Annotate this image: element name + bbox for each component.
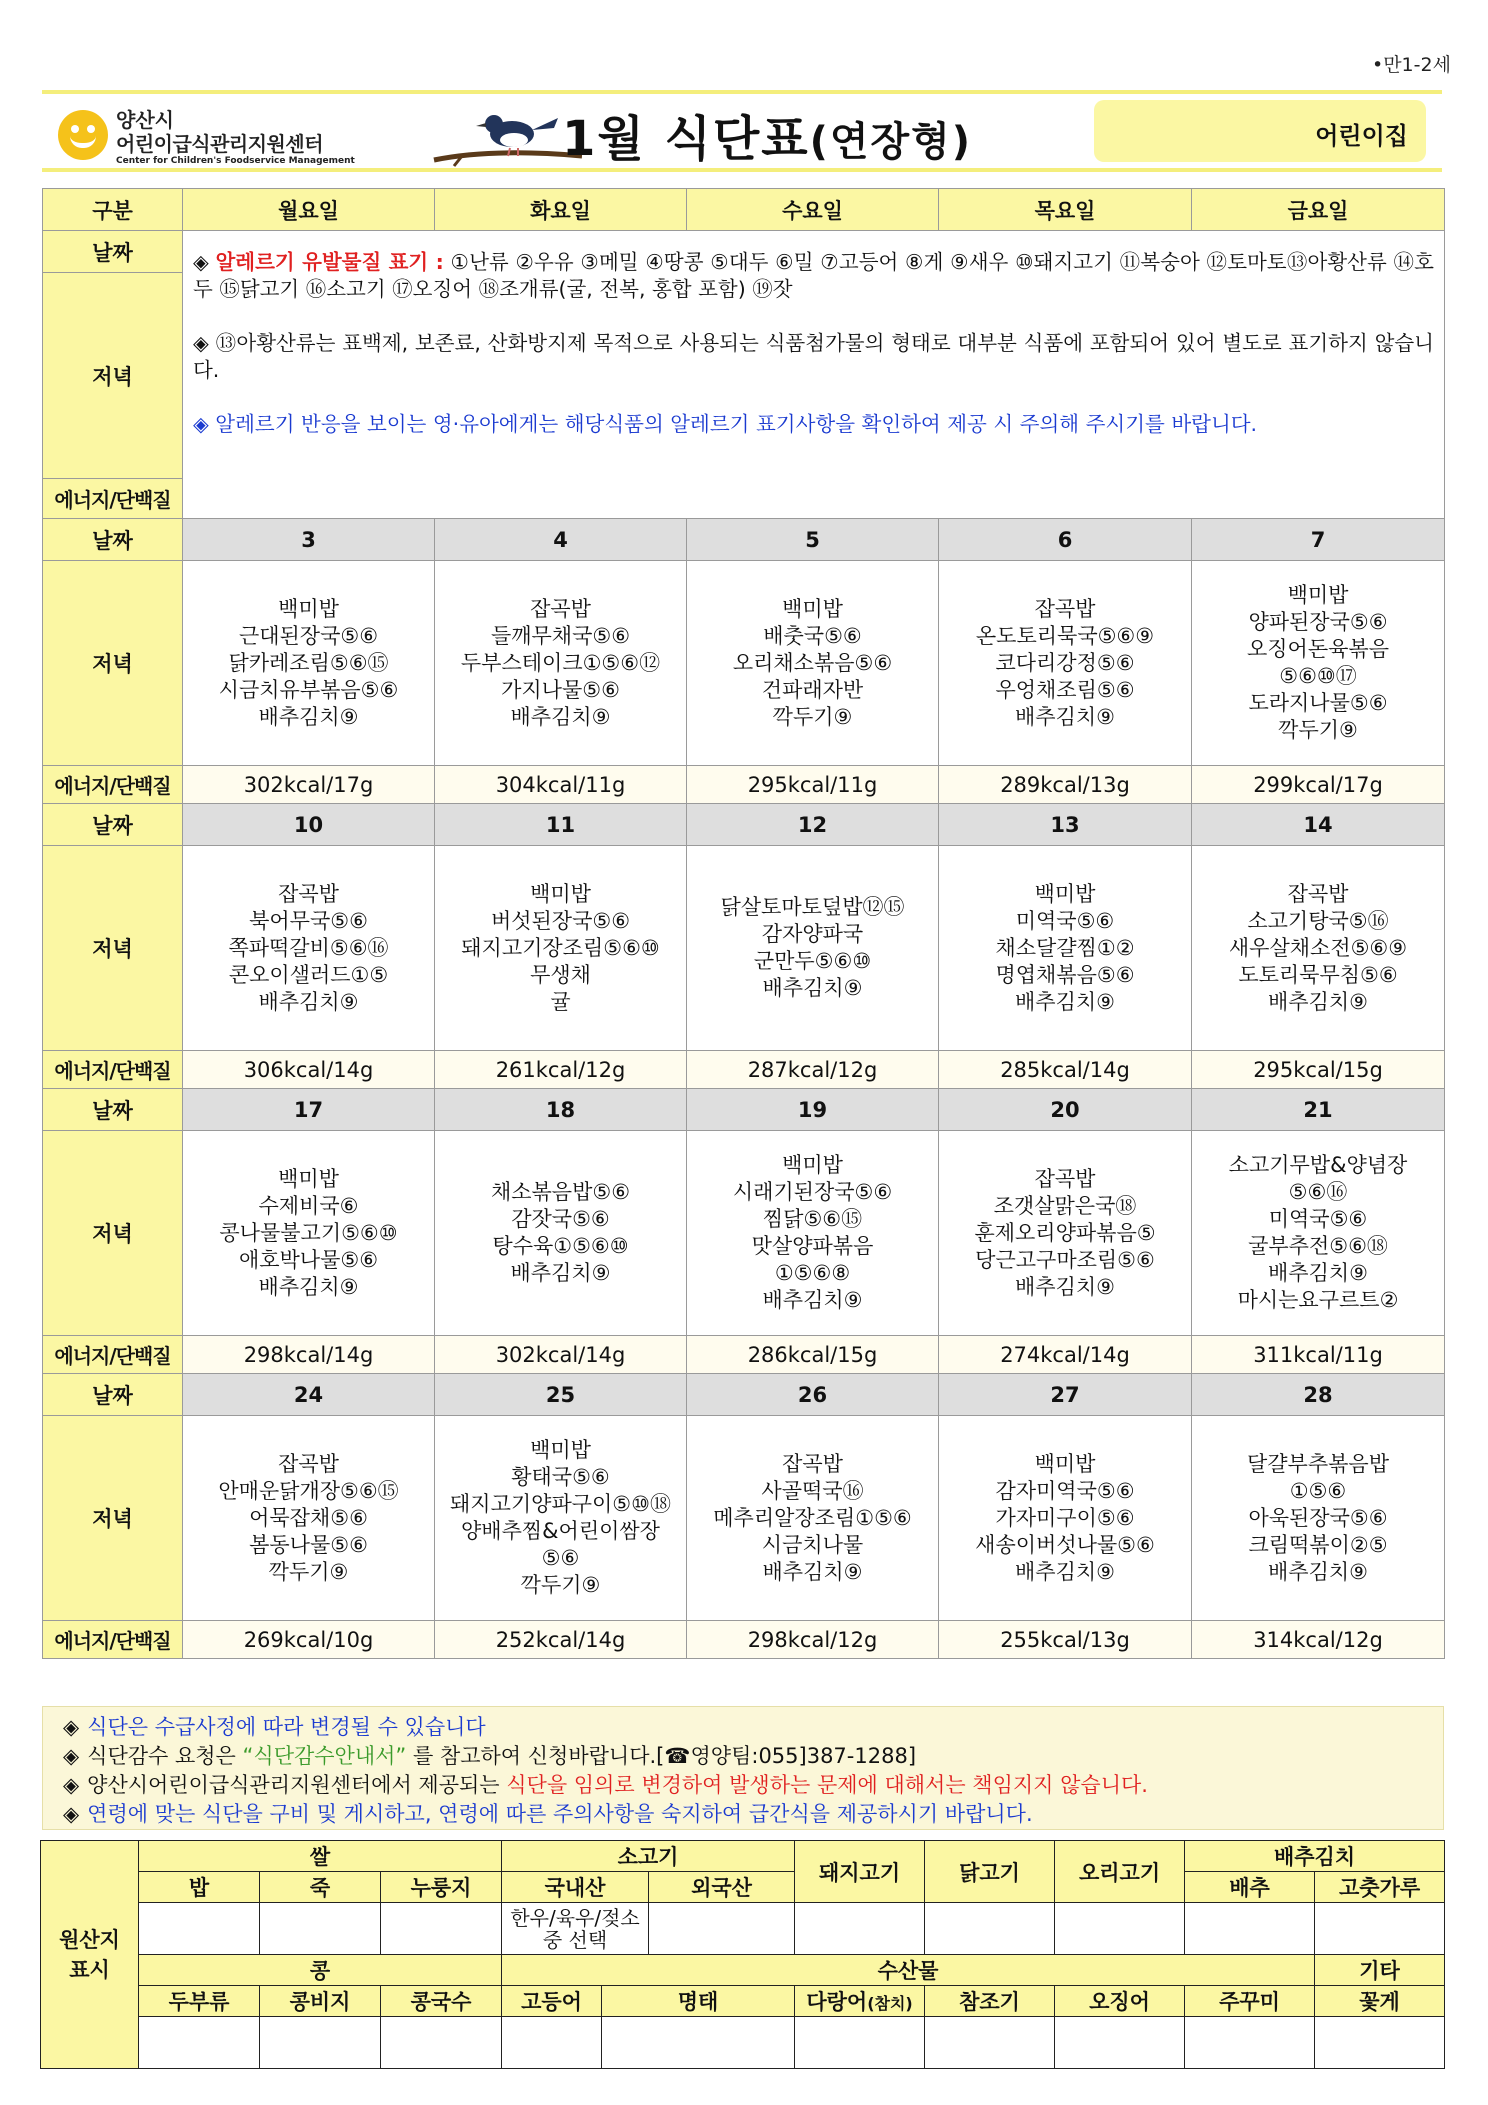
menu-item: ⑤⑥	[541, 1546, 580, 1570]
menu-item: 배추김치⑨	[1268, 1261, 1368, 1285]
date-label: 날짜	[43, 519, 183, 561]
origin-seafood-item: 참조기	[925, 1986, 1055, 2017]
caution-paragraph	[193, 411, 1434, 438]
origin-bean: 콩	[139, 1955, 502, 1986]
origin-entry-cell[interactable]	[260, 2017, 381, 2069]
menu-cell	[1192, 1416, 1445, 1621]
origin-etc: 기타	[1315, 1955, 1445, 1986]
menu-item: 들깨무채국⑤⑥	[490, 623, 631, 648]
energy-row	[43, 766, 1445, 804]
date-row	[43, 519, 1445, 561]
weekday-header-row	[43, 189, 1445, 231]
energy-cell: 304kcal/11g	[435, 766, 687, 804]
menu-item: 당근고구마조림⑤⑥	[975, 1247, 1155, 1272]
origin-entry-cell[interactable]	[925, 2017, 1055, 2069]
menu-item: 배추김치⑨	[510, 704, 611, 729]
menu-item: 깍두기⑨	[1278, 718, 1358, 742]
date-cell: 13	[939, 804, 1192, 846]
origin-entry-cell[interactable]	[381, 1903, 502, 1955]
menu-item: 무생채	[530, 962, 591, 987]
date-label: 날짜	[43, 804, 183, 846]
menu-item: 백미밥	[278, 596, 339, 621]
menu-cell	[1192, 1131, 1445, 1336]
menu-cell	[183, 561, 435, 766]
origin-duck: 오리고기	[1055, 1841, 1185, 1903]
diamond-icon: ◈	[193, 250, 216, 274]
menu-cell	[939, 1416, 1192, 1621]
menu-item: 우엉채조림⑤⑥	[995, 677, 1135, 702]
date-cell: 7	[1192, 519, 1445, 561]
energy-cell: 269kcal/10g	[183, 1621, 435, 1659]
energy-cell: 311kcal/11g	[1192, 1336, 1445, 1374]
note-line	[63, 1742, 1423, 1771]
energy-cell: 261kcal/12g	[435, 1051, 687, 1089]
menu-item: 깍두기⑨	[520, 1573, 601, 1597]
menu-item: 배추김치⑨	[762, 1288, 863, 1312]
energy-cell: 274kcal/14g	[939, 1336, 1192, 1374]
menu-item: 봄동나물⑤⑥	[249, 1532, 368, 1557]
origin-seafood-item: 명태	[602, 1986, 795, 2017]
origin-entry-cell[interactable]	[139, 1903, 260, 1955]
menu-cell	[183, 1416, 435, 1621]
note-review-a: 식단감수 요청은	[87, 1744, 236, 1768]
menu-item: 미역국⑤⑥	[1015, 908, 1115, 933]
date-label: 날짜	[43, 231, 183, 273]
meal-label: 저녁	[43, 561, 183, 766]
menu-cell	[1192, 561, 1445, 766]
meal-row	[43, 1131, 1445, 1336]
menu-item: 잡곡밥	[278, 1451, 339, 1476]
menu-item: 감자미역국⑤⑥	[995, 1478, 1135, 1503]
facility-label: 어린이집	[1315, 122, 1408, 150]
date-cell: 6	[939, 519, 1192, 561]
allergy-title: 알레르기 유발물질 표기 :	[215, 250, 444, 274]
menu-item: 오징어돈육볶음	[1246, 637, 1389, 661]
energy-label: 에너지/단백질	[43, 766, 183, 804]
diamond-icon: ◈	[63, 1715, 80, 1739]
origin-seafood: 수산물	[502, 1955, 1315, 1986]
menu-item: 새송이버섯나물⑤⑥	[975, 1532, 1155, 1557]
origin-bean-item: 콩비지	[260, 1986, 381, 2017]
menu-item: 배추김치⑨	[258, 989, 359, 1014]
origin-beef-item: 외국산	[649, 1872, 795, 1903]
energy-cell: 255kcal/13g	[939, 1621, 1192, 1659]
energy-row	[43, 1051, 1445, 1089]
menu-cell	[183, 846, 435, 1051]
date-cell: 17	[183, 1089, 435, 1131]
menu-item: 배추김치⑨	[258, 704, 359, 729]
menu-item: 군만두⑤⑥⑩	[753, 949, 872, 973]
energy-cell: 298kcal/12g	[687, 1621, 939, 1659]
origin-entry-cell[interactable]	[649, 1903, 795, 1955]
menu-item: 귤	[550, 989, 571, 1014]
menu-item: ①⑤⑥⑧	[774, 1261, 851, 1285]
menu-item: 명엽채볶음⑤⑥	[995, 962, 1135, 987]
energy-cell: 302kcal/14g	[435, 1336, 687, 1374]
origin-seafood-item: 오징어	[1055, 1986, 1185, 2017]
origin-chicken: 닭고기	[925, 1841, 1055, 1903]
menu-item: 가지나물⑤⑥	[501, 677, 620, 702]
date-cell: 24	[183, 1374, 435, 1416]
energy-row	[43, 1336, 1445, 1374]
menu-item: 잡곡밥	[1034, 596, 1096, 621]
meal-label: 저녁	[43, 1131, 183, 1336]
menu-item: 배추김치⑨	[1015, 704, 1115, 729]
origin-entry-cell[interactable]	[1055, 2017, 1185, 2069]
menu-table	[42, 188, 1445, 1659]
menu-item: 애호박나물⑤⑥	[238, 1247, 379, 1272]
menu-item: 콘오이샐러드①⑤	[228, 962, 389, 987]
menu-item: 채소달걀찜①②	[995, 935, 1135, 960]
diamond-icon: ◈	[63, 1744, 80, 1768]
origin-entry-cell[interactable]	[139, 2017, 260, 2069]
origin-entry-cell[interactable]	[795, 1903, 925, 1955]
weekday-header: 수요일	[687, 189, 939, 231]
menu-cell	[939, 846, 1192, 1051]
menu-item: 감자양파국	[761, 922, 864, 946]
note-line	[63, 1771, 1423, 1800]
date-cell: 3	[183, 519, 435, 561]
menu-cell	[687, 1131, 939, 1336]
bird-on-branch-icon	[432, 98, 582, 168]
menu-item: 새우살채소전⑤⑥⑨	[1228, 935, 1408, 960]
menu-item: 채소볶음밥⑤⑥	[490, 1180, 631, 1204]
energy-cell: 298kcal/14g	[183, 1336, 435, 1374]
menu-cell	[687, 846, 939, 1051]
menu-item: 버섯된장국⑤⑥	[490, 908, 631, 933]
weekday-header: 월요일	[183, 189, 435, 231]
meal-row	[43, 561, 1445, 766]
origin-entry-cell[interactable]	[381, 2017, 502, 2069]
menu-item: 수제비국⑥	[258, 1193, 359, 1218]
note-liability-a: 양산시어린이급식관리지원센터에서 제공되는	[87, 1773, 500, 1797]
menu-cell	[687, 1416, 939, 1621]
weekday-header: 화요일	[435, 189, 687, 231]
menu-item: 닭카레조림⑤⑥⑮	[228, 650, 389, 675]
note-review-c: 를 참고하여 신청바랍니다.[☎영양팀:055]387-1288]	[412, 1744, 917, 1768]
origin-entry-cell[interactable]	[1055, 1903, 1185, 1955]
meal-label: 저녁	[43, 273, 183, 479]
menu-item: 달걀부추볶음밥	[1246, 1451, 1389, 1476]
date-cell: 12	[687, 804, 939, 846]
menu-item: 백미밥	[530, 881, 591, 906]
logo-center-name: 어린이급식관리지원센터	[116, 132, 324, 156]
date-cell: 18	[435, 1089, 687, 1131]
diamond-icon: ◈	[193, 331, 216, 355]
date-label: 날짜	[43, 1374, 183, 1416]
date-cell: 14	[1192, 804, 1445, 846]
menu-item: 미역국⑤⑥	[1268, 1207, 1368, 1231]
menu-item: 소고기탕국⑤⑯	[1247, 908, 1389, 933]
menu-item: 돼지고기장조림⑤⑥⑩	[461, 935, 660, 960]
allergy-list-paragraph	[193, 249, 1434, 303]
menu-cell	[687, 561, 939, 766]
menu-item: 배추김치⑨	[1015, 1559, 1115, 1584]
weekday-header: 목요일	[939, 189, 1192, 231]
energy-cell: 299kcal/17g	[1192, 766, 1445, 804]
energy-cell: 252kcal/14g	[435, 1621, 687, 1659]
menu-cell	[1192, 846, 1445, 1051]
origin-table	[40, 1840, 1445, 2069]
title-main: 1월 식단표	[562, 111, 810, 167]
menu-item: 도토리묵무침⑤⑥	[1238, 962, 1398, 987]
menu-cell	[435, 1416, 687, 1621]
weeks-body	[43, 519, 1445, 1659]
energy-cell: 306kcal/14g	[183, 1051, 435, 1089]
menu-item: 메추리알장조림①⑤⑥	[713, 1505, 912, 1530]
menu-item: 황태국⑤⑥	[511, 1465, 610, 1489]
origin-entry-cell[interactable]	[1185, 1903, 1315, 1955]
meal-row	[43, 1416, 1445, 1621]
date-cell: 26	[687, 1374, 939, 1416]
origin-beef-note: 한우/육우/젖소 중 선택	[502, 1903, 649, 1955]
menu-item: 소고기무밥&양념장	[1228, 1153, 1408, 1177]
menu-item: 사골떡국⑯	[761, 1478, 864, 1503]
category-header: 구분	[43, 189, 183, 231]
origin-tuna: 다랑어	[806, 1990, 868, 2014]
date-cell: 20	[939, 1089, 1192, 1131]
date-cell: 27	[939, 1374, 1192, 1416]
origin-beef: 소고기	[502, 1841, 795, 1872]
menu-item: 어묵잡채⑤⑥	[249, 1505, 368, 1530]
menu-item: 코다리강정⑤⑥	[995, 650, 1135, 675]
menu-item: 배추김치⑨	[762, 1559, 863, 1584]
origin-seafood-item: 꽃게	[1315, 1986, 1445, 2017]
origin-bean-item: 콩국수	[381, 1986, 502, 2017]
origin-entry-cell[interactable]	[925, 1903, 1055, 1955]
date-cell: 4	[435, 519, 687, 561]
menu-item: 배추김치⑨	[1015, 1274, 1115, 1299]
menu-item: 백미밥	[1034, 1451, 1096, 1476]
origin-entry-cell[interactable]	[1185, 2017, 1315, 2069]
menu-item: 조갯살맑은국⑱	[993, 1193, 1137, 1218]
menu-item: 시래기된장국⑤⑥	[732, 1180, 893, 1204]
menu-item: 잡곡밥	[278, 881, 339, 906]
note-change: 식단은 수급사정에 따라 변경될 수 있습니다	[87, 1715, 486, 1739]
date-cell: 21	[1192, 1089, 1445, 1131]
energy-label: 에너지/단백질	[43, 479, 183, 519]
menu-cell	[183, 1131, 435, 1336]
menu-item: 크림떡볶이②⑤	[1248, 1532, 1388, 1557]
age-note: •만1-2세	[1372, 54, 1451, 76]
energy-cell: 287kcal/12g	[687, 1051, 939, 1089]
origin-entry-cell[interactable]	[602, 2017, 795, 2069]
caution-note: 알레르기 반응을 보이는 영·유아에게는 해당식품의 알레르기 표기사항을 확인하여 제공 시 주의해 주시기를 바랍니다.	[215, 412, 1258, 436]
origin-seafood-item: 고등어	[502, 1986, 602, 2017]
origin-beef-item: 국내산	[502, 1872, 649, 1903]
menu-item: 맛살양파볶음	[751, 1234, 874, 1258]
origin-entry-cell[interactable]	[502, 2017, 602, 2069]
menu-item: 백미밥	[1034, 881, 1096, 906]
origin-rice-item: 죽	[260, 1872, 381, 1903]
menu-cell	[435, 1131, 687, 1336]
menu-item: ⑤⑥⑯	[1288, 1180, 1348, 1204]
menu-item: 시금치유부볶음⑤⑥	[218, 677, 399, 702]
menu-item: 백미밥	[782, 1153, 843, 1177]
menu-cell	[435, 561, 687, 766]
date-label: 날짜	[43, 1089, 183, 1131]
note-liability-b: 식단을 임의로 변경하여 발생하는 문제에 대해서는 책임지지 않습니다.	[506, 1773, 1148, 1797]
page-title	[562, 100, 972, 169]
menu-item: 북어무국⑤⑥	[249, 908, 368, 933]
menu-item: 배추김치⑨	[1268, 1559, 1368, 1584]
menu-item: 양배추찜&어린이쌈장	[461, 1519, 660, 1543]
smile-logo-icon	[58, 110, 108, 160]
logo-english-name: Center for Children's Foodservice Management	[116, 156, 355, 166]
energy-cell: 289kcal/13g	[939, 766, 1192, 804]
energy-cell: 314kcal/12g	[1192, 1621, 1445, 1659]
meal-label: 저녁	[43, 846, 183, 1051]
logo-city: 양산시	[116, 108, 174, 132]
energy-cell: 295kcal/11g	[687, 766, 939, 804]
origin-entry-cell[interactable]	[1315, 2017, 1445, 2069]
menu-item: 굴부추전⑤⑥⑱	[1248, 1234, 1388, 1258]
origin-label-text: 원산지 표시	[59, 1927, 120, 1982]
meal-row	[43, 846, 1445, 1051]
menu-item: 백미밥	[278, 1166, 339, 1191]
origin-kimchi: 배추김치	[1185, 1841, 1445, 1872]
date-cell: 28	[1192, 1374, 1445, 1416]
menu-item: 훈제오리양파볶음⑤	[974, 1220, 1156, 1245]
origin-entry-cell[interactable]	[260, 1903, 381, 1955]
menu-cell	[435, 846, 687, 1051]
menu-cell	[939, 1131, 1192, 1336]
menu-item: 백미밥	[530, 1438, 591, 1462]
menu-item: 도라지나물⑤⑥	[1248, 691, 1388, 715]
menu-item: 가자미구이⑤⑥	[995, 1505, 1135, 1530]
menu-item: 돼지고기양파구이⑤⑩⑱	[450, 1492, 671, 1516]
menu-item: 시금치나물	[761, 1532, 864, 1557]
menu-item: 백미밥	[782, 596, 843, 621]
menu-item: 닭살토마토덮밥⑫⑮	[720, 895, 905, 919]
date-cell: 5	[687, 519, 939, 561]
energy-label: 에너지/단백질	[43, 1621, 183, 1659]
energy-label: 에너지/단백질	[43, 1336, 183, 1374]
origin-entry-cell[interactable]	[795, 2017, 925, 2069]
origin-tuna-note: (참치)	[867, 1994, 913, 2013]
energy-cell: 286kcal/15g	[687, 1336, 939, 1374]
date-row	[43, 1374, 1445, 1416]
diamond-icon: ◈	[63, 1773, 80, 1797]
origin-pork: 돼지고기	[795, 1841, 925, 1903]
allergy-list: ①난류 ②우유 ③메밀 ④땅콩 ⑤대두 ⑥밀 ⑦고등어 ⑧게 ⑨새우 ⑩돼지고기 ⑪복숭아 ⑫토마토⑬아황산류 ⑭호두 ⑮닭고기 ⑯소고기 ⑰오징어 ⑱조개류(굴, 전복, 홍합 포함) ⑲잣	[193, 250, 1434, 301]
menu-item: 배추김치⑨	[1268, 989, 1368, 1014]
origin-seafood-item	[795, 1986, 925, 2017]
energy-cell: 302kcal/17g	[183, 766, 435, 804]
facility-box	[1094, 100, 1426, 162]
menu-item: 감잣국⑤⑥	[511, 1207, 610, 1231]
note-line	[63, 1800, 1423, 1829]
menu-item: 아욱된장국⑤⑥	[1248, 1505, 1388, 1530]
diamond-icon: ◈	[63, 1802, 80, 1826]
menu-item: 쪽파떡갈비⑤⑥⑯	[228, 935, 389, 960]
menu-item: 배추김치⑨	[1015, 989, 1115, 1014]
menu-item: 잡곡밥	[782, 1451, 843, 1476]
menu-item: ⑤⑥⑩⑰	[1279, 664, 1357, 688]
date-cell: 11	[435, 804, 687, 846]
menu-item: 근대된장국⑤⑥	[238, 623, 379, 648]
origin-entry-cell[interactable]	[1315, 1903, 1445, 1955]
title-suffix: (연장형)	[809, 119, 973, 165]
energy-row	[43, 1621, 1445, 1659]
date-row	[43, 1089, 1445, 1131]
origin-rice: 쌀	[139, 1841, 502, 1872]
origin-label	[41, 1841, 139, 2069]
date-cell: 10	[183, 804, 435, 846]
menu-item: ①⑤⑥	[1289, 1478, 1347, 1503]
menu-item: 배춧국⑤⑥	[763, 623, 862, 648]
origin-rice-item: 밥	[139, 1872, 260, 1903]
diamond-icon: ◈	[193, 412, 216, 436]
energy-cell: 295kcal/15g	[1192, 1051, 1445, 1089]
menu-item: 콩나물불고기⑤⑥⑩	[219, 1220, 398, 1245]
menu-item: 마시는요구르트②	[1237, 1288, 1399, 1312]
menu-item: 잡곡밥	[1287, 881, 1349, 906]
origin-seafood-item: 주꾸미	[1185, 1986, 1315, 2017]
menu-item: 배추김치⑨	[258, 1274, 359, 1299]
allergy-notice	[183, 231, 1445, 519]
menu-item: 양파된장국⑤⑥	[1248, 610, 1388, 634]
origin-kimchi-item: 고춧가루	[1315, 1872, 1445, 1903]
weekday-header: 금요일	[1192, 189, 1445, 231]
date-row	[43, 804, 1445, 846]
notes-box	[42, 1706, 1444, 1830]
menu-item: 배추김치⑨	[510, 1261, 611, 1285]
date-cell: 25	[435, 1374, 687, 1416]
menu-item: 건파래자반	[761, 677, 864, 702]
note-age: 연령에 맞는 식단을 구비 및 게시하고, 연령에 따른 주의사항을 숙지하여 급간식을 제공하시기 바랍니다.	[87, 1802, 1033, 1826]
meal-label: 저녁	[43, 1416, 183, 1621]
sulfite-note: ⑬아황산류는 표백제, 보존료, 산화방지제 목적으로 사용되는 식품첨가물의 형태로 대부분 식품에 포함되어 있어 별도로 표기하지 않습니다.	[193, 331, 1434, 382]
menu-item: 깍두기⑨	[268, 1559, 349, 1584]
origin-rice-item: 누룽지	[381, 1872, 502, 1903]
menu-item: 두부스테이크①⑤⑥⑫	[460, 650, 661, 675]
origin-bean-item: 두부류	[139, 1986, 260, 2017]
energy-label: 에너지/단백질	[43, 1051, 183, 1089]
menu-item: 잡곡밥	[530, 596, 591, 621]
sulfite-paragraph	[193, 330, 1434, 384]
menu-item: 탕수육①⑤⑥⑩	[492, 1234, 629, 1258]
menu-item: 배추김치⑨	[762, 976, 863, 1000]
date-cell: 19	[687, 1089, 939, 1131]
menu-item: 오리채소볶음⑤⑥	[732, 650, 893, 675]
energy-cell: 285kcal/14g	[939, 1051, 1192, 1089]
menu-item: 잡곡밥	[1034, 1166, 1096, 1191]
origin-kimchi-item: 배추	[1185, 1872, 1315, 1903]
menu-cell	[939, 561, 1192, 766]
menu-item: 안매운닭개장⑤⑥⑮	[218, 1478, 399, 1503]
note-review-b: “식단감수안내서”	[242, 1744, 407, 1768]
header-band	[42, 90, 1442, 172]
note-line	[63, 1713, 1423, 1742]
menu-item: 깍두기⑨	[772, 704, 853, 729]
menu-item: 백미밥	[1287, 583, 1349, 607]
menu-item: 온도토리묵국⑤⑥⑨	[975, 623, 1155, 648]
menu-item: 찜닭⑤⑥⑮	[762, 1207, 863, 1231]
